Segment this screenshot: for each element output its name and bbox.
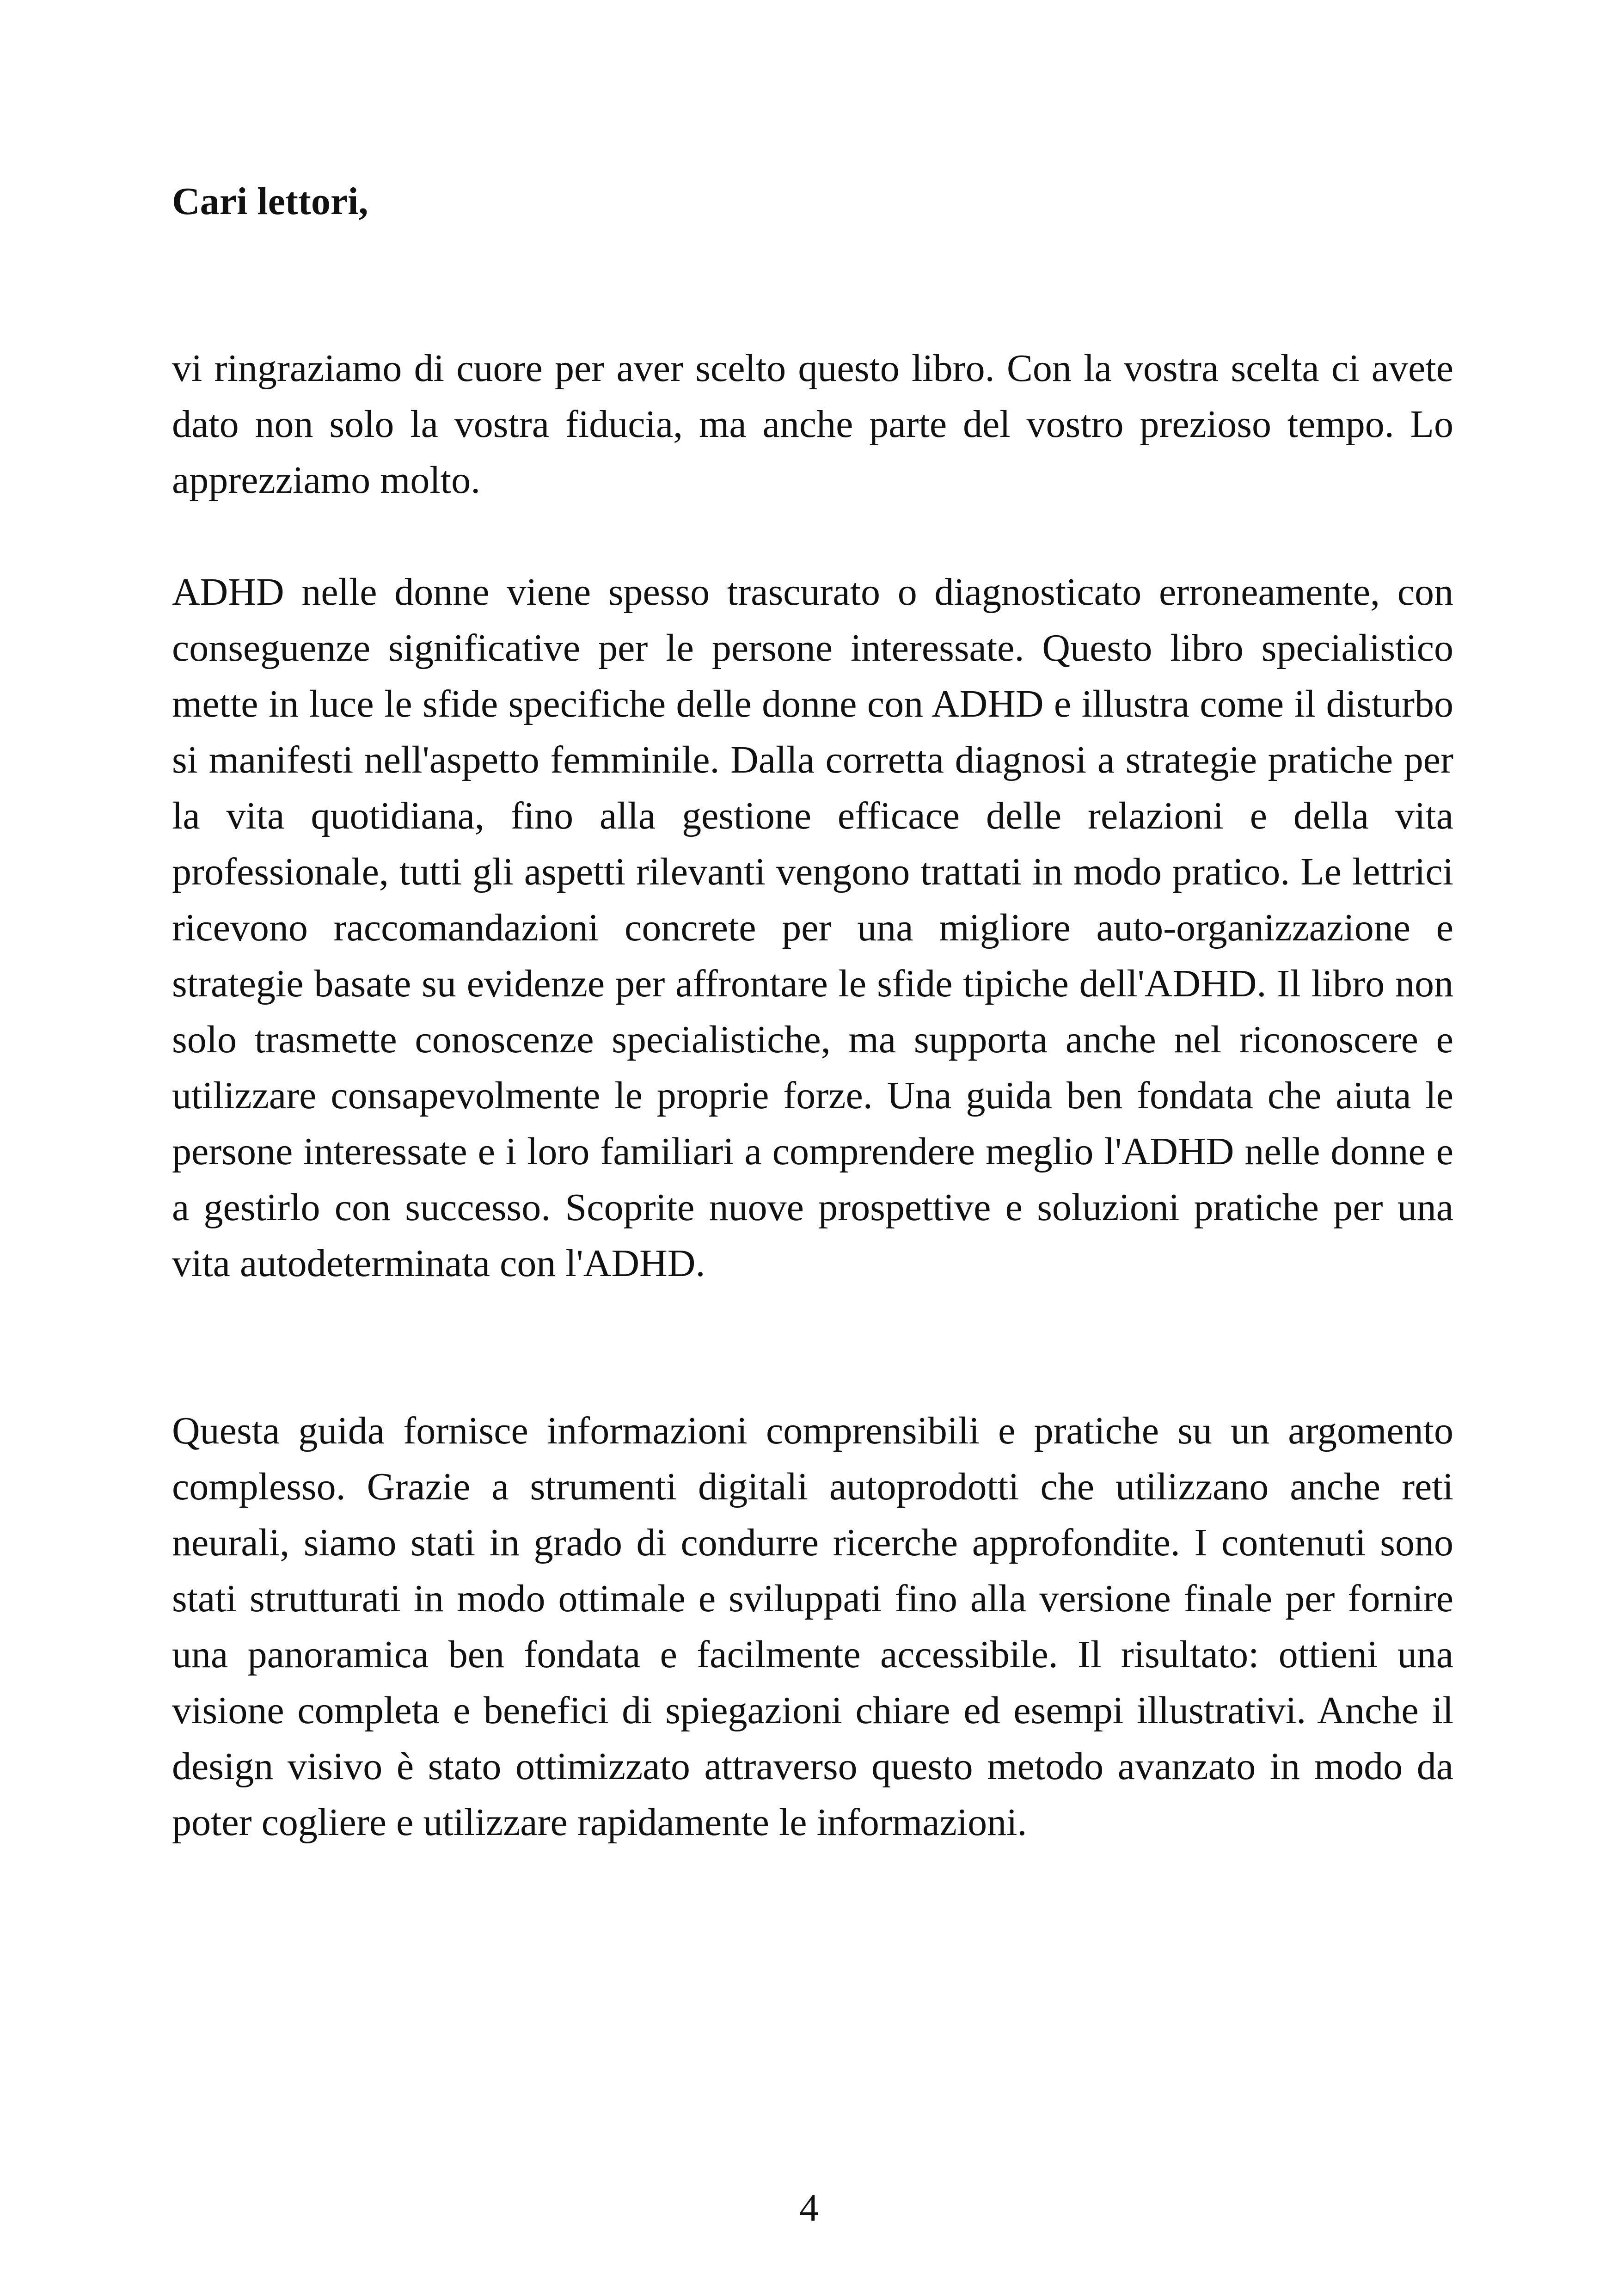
salutation-heading: Cari lettori,: [172, 180, 368, 223]
paragraph-thanks: vi ringraziamo di cuore per aver scelto questo libro. Con la vostra scelta ci avete dato non solo la vostra fiducia, ma anche parte del vostro prezioso tempo. Lo apprezziamo molto.: [172, 347, 1453, 502]
paragraph-book-description: ADHD nelle donne viene spesso trascurato o diagnosticato erroneamente, con conseguenze significative per le persone interessate. Questo libro specialistico mette in luce le sfide specifiche delle donne con ADHD e illustra come il disturbo si manifesti nell'aspetto femminile. Dalla corretta diagnosi a strategie pratiche per la vita quotidiana, fino alla gestione efficace delle relazioni e della vita professionale, tutti gli aspetti rilevanti vengono trattati in modo pratico. Le lettrici ricevono raccomandazioni concrete per una migliore auto-organizzazione e strategie basate su evidenze per affrontare le sfide tipiche dell'ADHD. Il libro non solo trasmette conoscenze specialistiche, ma supporta anche nel riconoscere e utilizzare consapevolmente le proprie forze. Una guida ben fondata che aiuta le persone interessate e i loro familiari a comprendere meglio l'ADHD nelle donne e a gestirlo con successo. Scoprite nuove prospettive e soluzioni pratiche per una vita autodeterminata con l'ADHD.: [172, 571, 1453, 1285]
paragraph-guide-method: Questa guida fornisce informazioni comprensibili e pratiche su un argomento complesso. Grazie a strumenti digitali autoprodotti che utilizzano anche reti neurali, siamo stati in grado di condurre ricerche approfondite. I contenuti sono stati strutturati in modo ottimale e sviluppati fino alla versione finale per fornire una panoramica ben fondata e facilmente accessibile. Il risultato: ottieni una visione completa e benefici di spiegazioni chiare ed esempi illustrativi. Anche il design visivo è stato ottimizzato attraverso questo metodo avanzato in modo da poter cogliere e utilizzare rapidamente le informazioni.: [172, 1409, 1453, 1844]
page-number: 4: [799, 2186, 819, 2229]
